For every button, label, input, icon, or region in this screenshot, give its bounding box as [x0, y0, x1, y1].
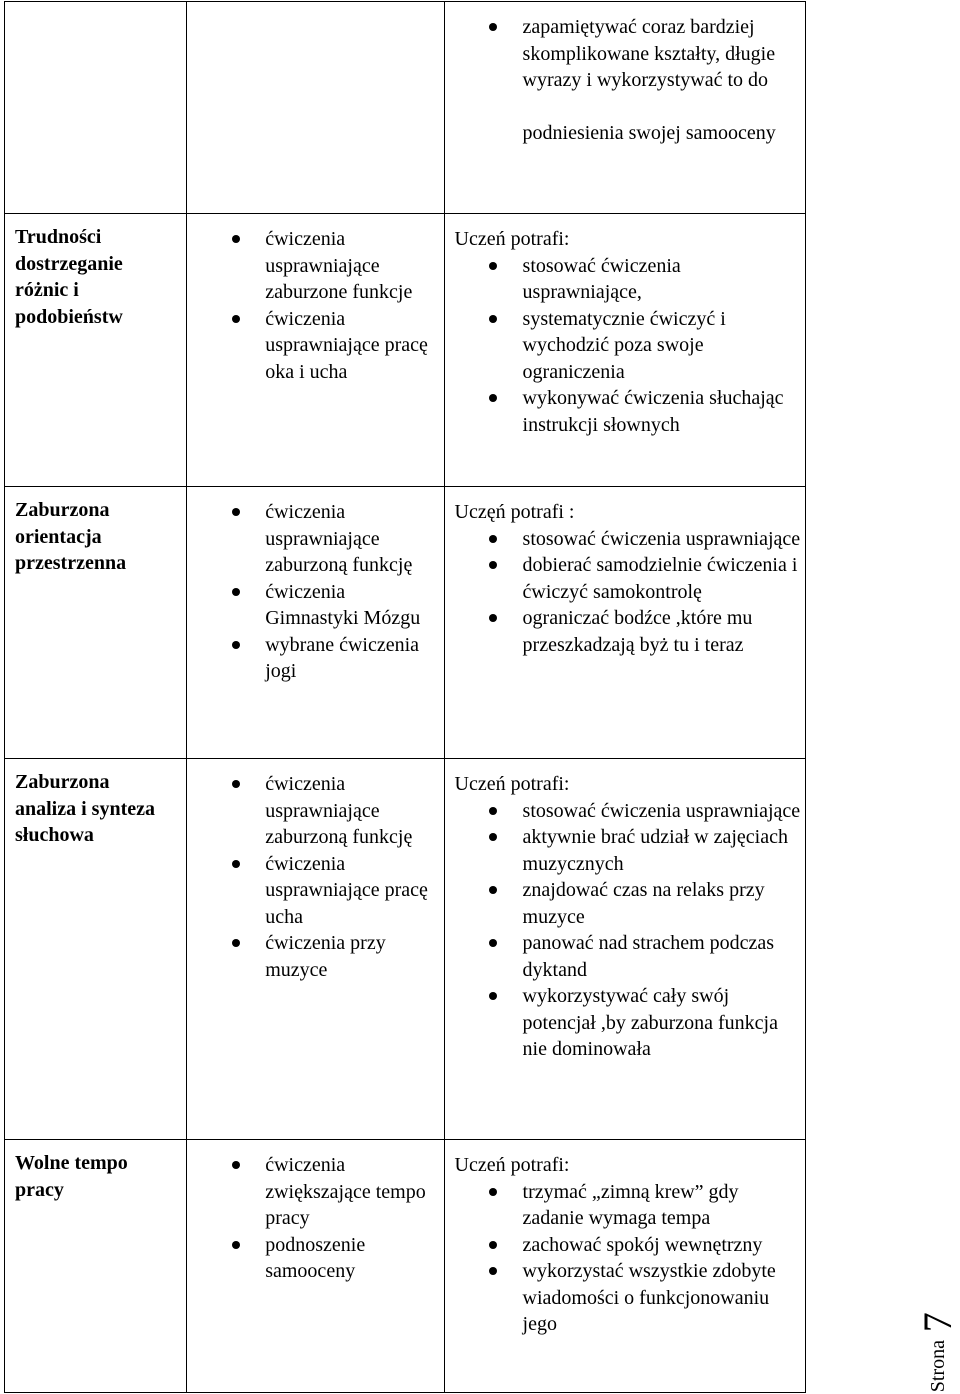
methods-list — [187, 499, 439, 685]
outcomes-intro: Uczeń potrafi: — [454, 1154, 570, 1176]
outcome-item: panować nad strachem podczas dyktand — [445, 930, 801, 983]
outcomes-cell — [444, 2, 805, 214]
outcome-item: znajdować czas na relaks przy muzyce — [445, 877, 801, 930]
outcome-item: dobierać samodzielnie ćwiczenia i ćwiczyć samokontrolę — [445, 552, 801, 605]
page-number — [915, 1311, 960, 1392]
outcomes-list — [445, 1179, 801, 1338]
page-label-word: Strona — [927, 1339, 949, 1392]
outcome-item: ograniczać bodźce ,które mu przeszkadzają byż tu i teraz — [445, 605, 801, 658]
table-row — [5, 759, 806, 1140]
outcomes-cell — [444, 1140, 805, 1393]
topic-cell — [5, 487, 187, 759]
table-row — [5, 2, 806, 214]
outcome-item: wykorzystać wszystkie zdobyte wiadomości o funkcjonowaniu jego — [445, 1258, 801, 1338]
plan-table — [4, 1, 806, 1393]
outcome-item: systematycznie ćwiczyć i wychodzić poza swoje ograniczenia — [445, 306, 801, 386]
method-item: ćwiczenia usprawniające pracę oka i ucha — [187, 306, 439, 386]
outcome-item: podniesienia swojej samooceny — [522, 121, 776, 144]
table-row — [5, 487, 806, 759]
method-item: ćwiczenia usprawniające zaburzoną funkcję — [187, 499, 439, 579]
outcomes-intro: Uczeń potrafi: — [454, 228, 570, 250]
outcome-item: zapamiętywać coraz bardziej skomplikowane kształty, długie wyrazy i wykorzystywać to do — [445, 14, 801, 94]
method-item: ćwiczenia zwiększające tempo pracy — [187, 1152, 439, 1232]
outcomes-list — [445, 526, 801, 659]
methods-cell — [187, 214, 444, 487]
topic-line: Trudności — [15, 226, 102, 248]
topic-line: Zaburzona — [15, 499, 110, 521]
methods-cell — [187, 1140, 444, 1393]
methods-cell — [187, 759, 444, 1140]
methods-cell — [187, 487, 444, 759]
methods-list — [187, 771, 439, 983]
outcomes-cell — [444, 759, 805, 1140]
outcomes-intro: Uczeń potrafi: — [454, 773, 570, 795]
topic-line: analiza i synteza — [15, 797, 155, 820]
methods-list — [187, 226, 439, 385]
outcome-item: wykonywać ćwiczenia słuchając instrukcji słownych — [445, 385, 801, 438]
outcomes-list — [445, 253, 801, 439]
outcomes-intro: Uczęń potrafi : — [454, 501, 575, 523]
outcomes-list — [445, 14, 801, 146]
outcome-item: zachować spokój wewnętrzny — [445, 1232, 801, 1259]
topic-line: dostrzeganie — [15, 252, 123, 275]
method-item: ćwiczenia usprawniające pracę ucha — [187, 851, 439, 931]
method-item: podnoszenie samooceny — [187, 1232, 439, 1285]
topic-line: różnic i — [15, 279, 79, 301]
topic-cell — [5, 759, 187, 1140]
page-label-number: 7 — [915, 1311, 960, 1332]
method-item: ćwiczenia usprawniające zaburzone funkcje — [187, 226, 439, 306]
method-item: wybrane ćwiczenia jogi — [187, 632, 439, 685]
topic-line: Zaburzona — [15, 771, 110, 793]
outcomes-cell — [444, 487, 805, 759]
method-item: ćwiczenia usprawniające zaburzoną funkcję — [187, 771, 439, 851]
outcome-item: trzymać „zimną krew” gdy zadanie wymaga tempa — [445, 1179, 801, 1232]
outcome-item: stosować ćwiczenia usprawniające, — [445, 253, 801, 306]
outcome-item: aktywnie brać udział w zajęciach muzycznych — [445, 824, 801, 877]
topic-line: podobieństw — [15, 305, 123, 328]
topic-line: przestrzenna — [15, 552, 127, 574]
table-row — [5, 214, 806, 487]
method-item: ćwiczenia przy muzyce — [187, 930, 439, 983]
topic-line: Wolne tempo — [15, 1152, 128, 1174]
topic-cell — [5, 1140, 187, 1393]
methods-cell — [187, 2, 444, 214]
outcome-item: stosować ćwiczenia usprawniające — [445, 798, 801, 825]
topic-line: pracy — [15, 1178, 64, 1201]
outcome-item: stosować ćwiczenia usprawniające — [445, 526, 801, 553]
topic-cell — [5, 214, 187, 487]
table-row — [5, 1140, 806, 1393]
topic-line: orientacja — [15, 525, 102, 548]
outcomes-list — [445, 798, 801, 1063]
outcomes-cell — [444, 214, 805, 487]
topic-line: słuchowa — [15, 824, 94, 846]
topic-cell — [5, 2, 187, 214]
outcome-item: wykorzystywać cały swój potencjał ,by zaburzona funkcja nie dominowała — [445, 983, 801, 1063]
methods-list — [187, 1152, 439, 1285]
method-item: ćwiczenia Gimnastyki Mózgu — [187, 579, 439, 632]
